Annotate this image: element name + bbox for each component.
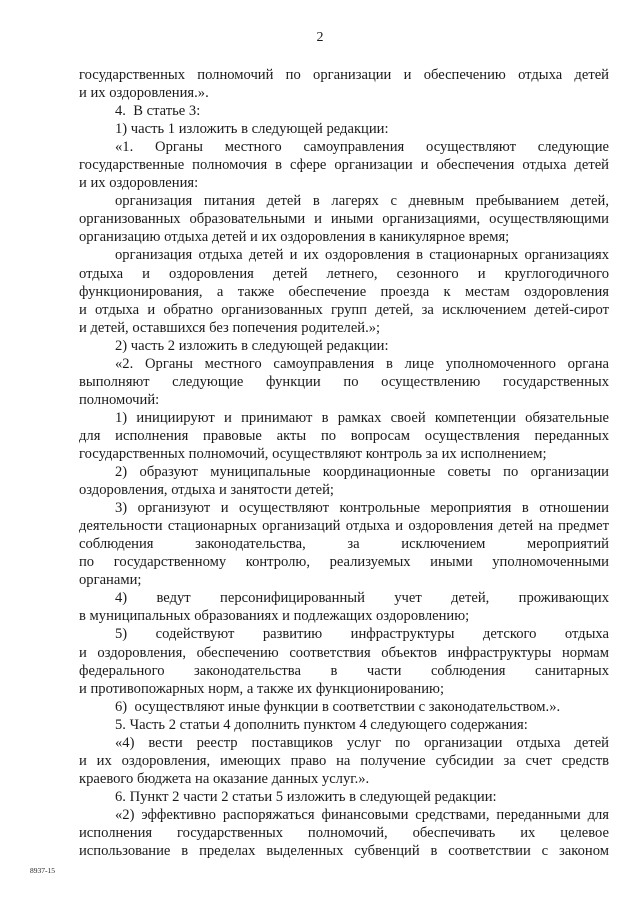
text-line: «1. Органы местного самоуправления осуществляют следующие (115, 139, 609, 156)
text-line: краевого бюджета на оказание данных услуг.». (79, 770, 370, 787)
text-line: 1) часть 1 изложить в следующей редакции: (115, 121, 389, 138)
text-line: «4) вести реестр поставщиков услуг по организации отдыха детей (115, 734, 609, 751)
text-line: 2) часть 2 изложить в следующей редакции: (115, 337, 389, 354)
text-line: использование в пределах выделенных субвенций в соответствии с законом (79, 843, 609, 860)
text-line: 2) образуют муниципальные координационные советы по организации (115, 464, 609, 481)
text-line: федерального законодательства в части соблюдения санитарных (79, 662, 609, 679)
text-line: и их оздоровления.». (79, 85, 209, 102)
text-line: и их оздоровления: (79, 175, 199, 192)
text-line: и оздоровления, обеспечению соответствия объектов инфраструктуры нормам (79, 644, 609, 661)
text-line: организация отдыха детей и их оздоровления в стационарных организациях (115, 247, 609, 264)
text-line: отдыха и оздоровления детей летнего, сезонного и круглогодичного (79, 265, 609, 282)
document-body (79, 66, 609, 860)
document-code: 8937-15 (30, 866, 55, 875)
text-line: 5. Часть 2 статьи 4 дополнить пунктом 4 следующего содержания: (115, 716, 528, 733)
text-line: 5) содействуют развитию инфраструктуры детского отдыха (115, 626, 609, 643)
text-line: оздоровления, отдыха и занятости детей; (79, 482, 334, 499)
text-line: 1) инициируют и принимают в рамках своей компетенции обязательные (115, 409, 609, 426)
text-line: полномочий: (79, 391, 160, 408)
text-line: для исполнения правовые акты по вопросам осуществления переданных (79, 427, 609, 444)
text-line: и детей, оставшихся без попечения родителей.»; (79, 319, 381, 336)
text-line: 6. Пункт 2 части 2 статьи 5 изложить в следующей редакции: (115, 788, 497, 805)
text-line: 6) осуществляют иные функции в соответствии с законодательством.». (115, 698, 561, 715)
page-number: 2 (316, 30, 324, 45)
text-line: государственных полномочий по организации и обеспечению отдыха детей (79, 67, 609, 83)
text-line: деятельности стационарных организаций отдыха и оздоровления детей на предмет (79, 518, 609, 535)
text-line: 4. В статье 3: (115, 103, 201, 120)
text-line: выполняют следующие функции по осуществлению государственных (79, 373, 609, 390)
text-line: соблюдения законодательства, за исключением мероприятий (79, 536, 609, 553)
text-line: функционирования, а также обеспечение проезда к местам оздоровления (79, 283, 609, 300)
text-line: 3) организуют и осуществляют контрольные мероприятия в отношении (115, 500, 609, 517)
text-line: в муниципальных образованиях и подлежащих оздоровлению; (79, 608, 470, 625)
text-line: 4) ведут персонифицированный учет детей, проживающих (115, 590, 609, 607)
text-line: органами; (79, 572, 142, 589)
text-line: и отдыха и обратно организованных групп детей, за исключением детей-сирот (79, 301, 609, 318)
text-line: и их оздоровления, имеющих право на получение субсидии за счет средств (79, 752, 609, 769)
text-line: «2. Органы местного самоуправления в лице уполномоченного органа (115, 355, 609, 372)
text-line: государственных полномочий, осуществляют контроль за их исполнением; (79, 445, 547, 462)
text-line: государственные полномочия в сфере организации и обеспечения отдыха детей (79, 157, 609, 174)
text-line: организация питания детей в лагерях с дневным пребыванием детей, (115, 193, 609, 210)
text-line: организованных образовательными и иными организациями, осуществляющими (79, 211, 609, 228)
text-line: «2) эффективно распоряжаться финансовыми средствами, переданными для (115, 806, 609, 823)
text-line: и противопожарных норм, а также их функционированию; (79, 680, 445, 697)
text-line: исполнения государственных полномочий, обеспечивать их целевое (79, 824, 609, 841)
text-line: организацию отдыха детей и их оздоровления в каникулярное время; (79, 229, 510, 246)
text-line: по государственному контролю, реализуемых иными уполномоченными (79, 554, 609, 571)
